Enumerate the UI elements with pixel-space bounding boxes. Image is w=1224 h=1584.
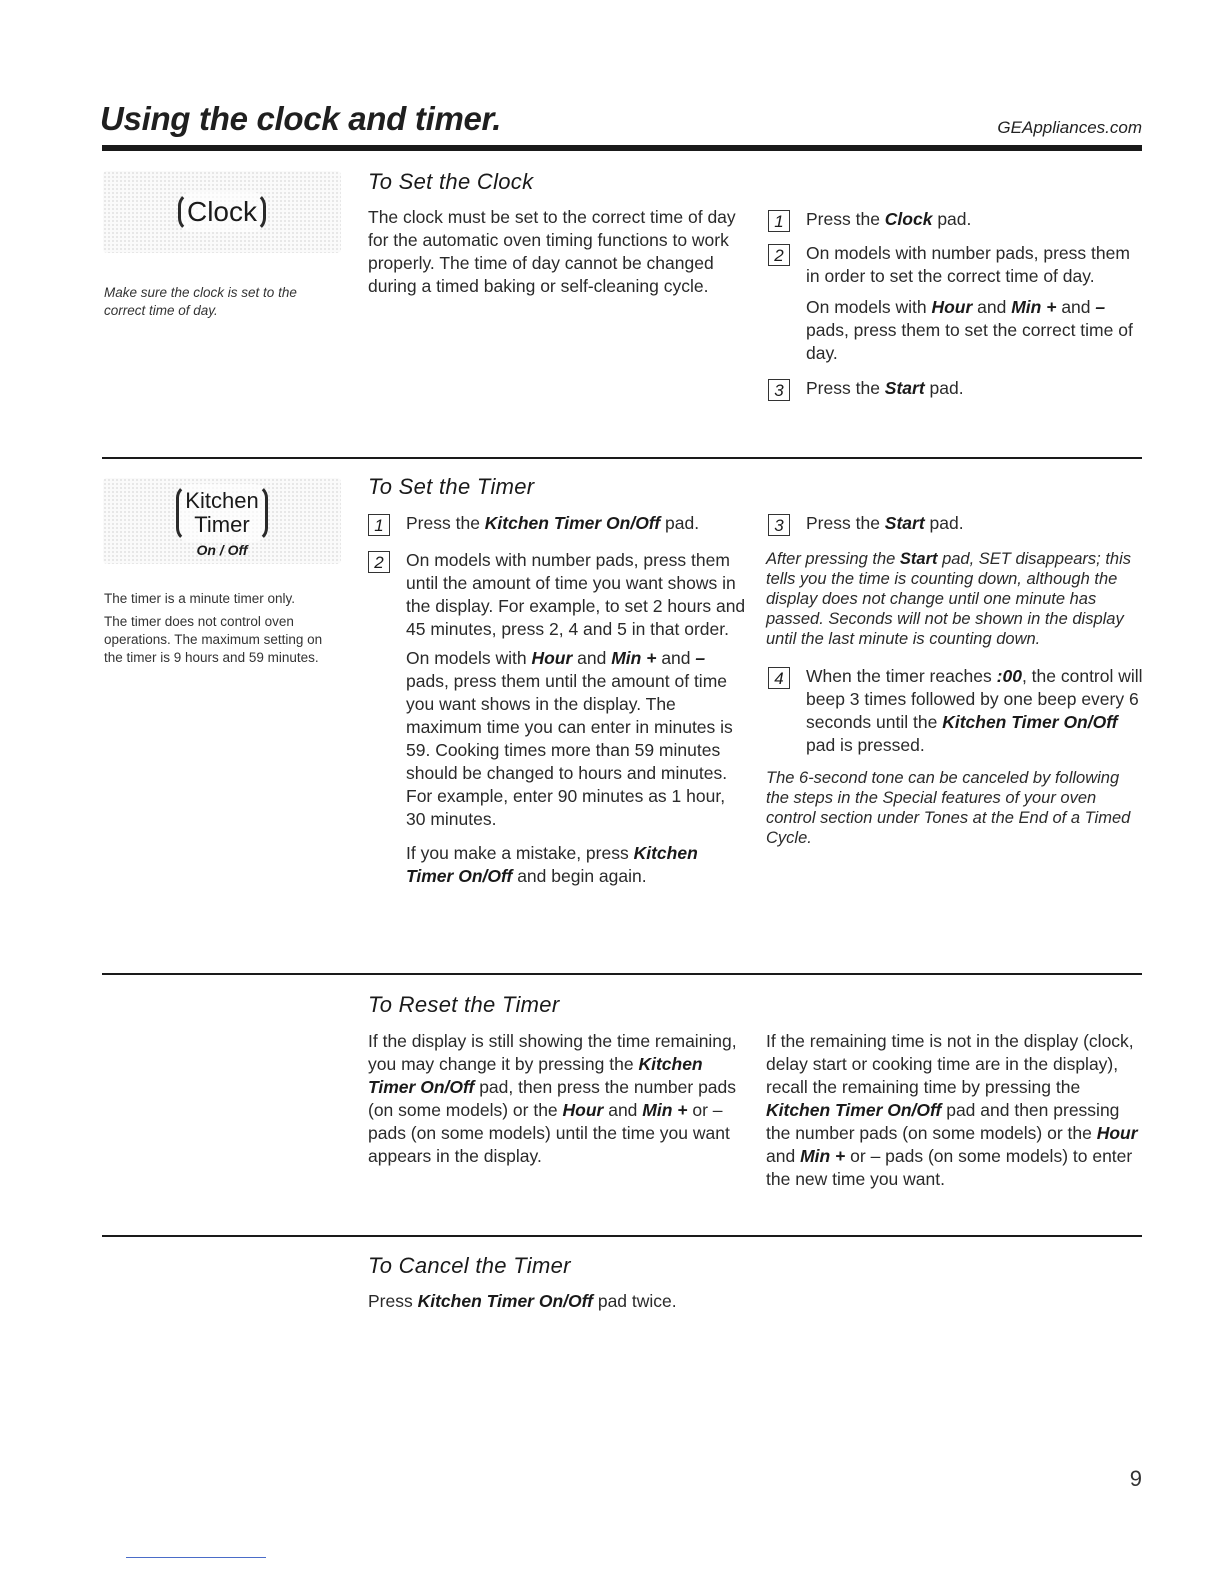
set-clock-title: To Set the Clock [368, 169, 534, 194]
text-segment: or – pads (on some models) to enter the new time you want. [766, 1146, 1133, 1189]
text-segment: Press [368, 1291, 418, 1311]
kitchen-timer-key-label: Kitchen Timer On/Off [368, 1054, 703, 1097]
clock-step-2 [762, 242, 1146, 365]
clock-step-3 [762, 377, 1146, 400]
start-key-label: Start [884, 513, 925, 533]
footer-line [126, 1557, 266, 1558]
text-segment: pads, press them until the amount of time you want shows in the display. The maximum time you can enter in minutes is 59. Cooking times more than 59 minutes should be changed to hours and minutes. For example, enter 90 minutes as 1 hour, 30 minutes. [406, 671, 733, 829]
text-segment: If the remaining time is not in the display (clock, delay start or cooking time are in the display), recall the remaining time by pressing the [766, 1031, 1134, 1097]
minus-key-label: – [1095, 297, 1106, 317]
text-segment: pad. [660, 513, 700, 533]
min-plus-key-label: Min + [642, 1100, 688, 1120]
min-plus-key-label: Min + [1011, 297, 1062, 317]
clock-step-1-text: Press the [806, 209, 885, 229]
kitchen-timer-pad-illustration [103, 478, 341, 564]
timer-caption-2: The timer does not control oven operations. The maximum setting on the timer is 9 hours and 59 minutes. [104, 614, 323, 665]
text-segment: and begin again. [512, 866, 647, 886]
kitchen-timer-key-label: Kitchen Timer On/Off [406, 843, 698, 886]
text-segment: Press the [806, 513, 885, 533]
clock-steps [762, 208, 1146, 400]
text-segment: If the display is still showing the time remaining, you may change it by pressing the [368, 1031, 737, 1074]
website-url: GEAppliances.com [997, 118, 1142, 137]
clock-step-3-text: Press the [806, 378, 885, 398]
text-segment: pad, SET disappears; this tells you the time is counting down, although the display does not change until one minute has passed. Seconds will not be shown in the display until the last minute is counting down. [766, 550, 1132, 648]
text-segment: and [1061, 297, 1096, 317]
text-segment: On models with [406, 648, 532, 668]
timer-caption-1: The timer is a minute timer only. [104, 591, 296, 606]
zero-time-label: :00 [996, 666, 1022, 686]
pad-line-timer: Timer [194, 512, 250, 537]
step-number: 2 [768, 244, 790, 266]
on-off-label: On / Off [196, 542, 248, 558]
clock-step-1-text-end: pad. [932, 209, 972, 229]
clock-step-3-text-end: pad. [924, 378, 964, 398]
text-segment: pad, then press the number pads (on some models) or the [368, 1077, 737, 1120]
start-note [762, 549, 1146, 649]
min-plus-key-label: Min + [611, 648, 662, 668]
step-number: 1 [368, 514, 390, 536]
reset-timer-right [766, 1030, 1144, 1191]
timer-mistake-text [406, 842, 746, 888]
clock-step-2-alt [806, 296, 1146, 365]
step-number: 3 [768, 514, 790, 536]
tone-note: The 6-second tone can be canceled by following the steps in the Special features of your oven control section under Tones at the End of a Timed Cycle. [766, 769, 1131, 847]
set-timer-title: To Set the Timer [368, 474, 535, 499]
timer-step-3 [762, 512, 1146, 535]
minus-key-label: – [695, 648, 706, 668]
timer-step-1 [362, 512, 746, 535]
step-number: 1 [768, 210, 790, 232]
clock-pad-icon: Clock [178, 192, 266, 232]
reset-timer-left [368, 1030, 748, 1168]
hour-key-label: Hour [1096, 1123, 1138, 1143]
pad-line-kitchen: Kitchen [185, 488, 259, 513]
clock-pad-illustration [103, 171, 341, 253]
min-plus-key-label: Min + [800, 1146, 846, 1166]
reset-timer-title: To Reset the Timer [368, 992, 560, 1017]
text-segment: pad and then pressing the number pads (on some models) or the [766, 1100, 1120, 1143]
timer-steps-left [362, 512, 746, 888]
kitchen-timer-key-label: Kitchen Timer On/Off [766, 1100, 942, 1120]
set-clock-intro: The clock must be set to the correct time of day for the automatic oven timing functions to work properly. The time of day cannot be changed during a timed baking or self-cleaning cycle. [368, 207, 736, 296]
start-key-label: Start [884, 378, 925, 398]
text-segment: and [572, 648, 612, 668]
header-divider [102, 145, 1142, 151]
kitchen-timer-key-label: Kitchen Timer On/Off [942, 712, 1118, 732]
timer-step-2 [362, 549, 746, 888]
cancel-timer-title: To Cancel the Timer [368, 1253, 571, 1278]
hour-key-label: Hour [931, 297, 973, 317]
text-segment: , the control will beep 3 times followed by one beep every 6 seconds until the [806, 666, 1143, 732]
clock-step-1 [762, 208, 1146, 231]
step-number: 2 [368, 551, 390, 573]
hour-key-label: Hour [531, 648, 573, 668]
text-segment: and [603, 1100, 643, 1120]
kitchen-timer-key-label: Kitchen Timer On/Off [484, 513, 661, 533]
text-segment: and [766, 1146, 801, 1166]
kitchen-timer-key-label: Kitchen Timer On/Off [417, 1291, 593, 1311]
start-key-label: Start [899, 550, 938, 568]
clock-caption: Make sure the clock is set to the correct time of day. [104, 285, 297, 318]
clock-key-label: Clock [884, 209, 933, 229]
timer-step-4 [762, 665, 1146, 757]
text-segment: After pressing the [766, 550, 900, 568]
timer-steps-right [762, 512, 1146, 848]
step-number: 3 [768, 379, 790, 401]
text-segment: If you make a mistake, press [406, 843, 634, 863]
text-segment: or – pads (on some models) until the time you want appears in the display. [368, 1100, 730, 1166]
text-segment: and [661, 648, 696, 668]
text-segment: pad. [924, 513, 964, 533]
section-divider [102, 973, 1142, 975]
text-segment: pad twice. [592, 1291, 677, 1311]
kitchen-timer-pad-icon [176, 484, 267, 542]
step-number: 4 [768, 667, 790, 689]
section-divider [102, 457, 1142, 459]
timer-step-2-alt [406, 647, 746, 831]
timer-step-2-text: On models with number pads, press them until the amount of time you want shows in the display. For example, to set 2 hours and 45 minutes, press 2, 4 and 5 in that order. [406, 550, 746, 639]
text-segment: When the timer reaches [806, 666, 997, 686]
page-title: Using the clock and timer. [100, 100, 502, 137]
clock-step-2-text: On models with number pads, press them in order to set the correct time of day. [806, 243, 1130, 286]
text-segment: pad is pressed. [806, 735, 925, 755]
cancel-timer-text [368, 1290, 868, 1313]
text-segment: Press the [406, 513, 485, 533]
section-divider [102, 1235, 1142, 1237]
page-number: 9 [1129, 1466, 1142, 1491]
text-segment: pads, press them to set the correct time of day. [806, 320, 1133, 363]
hour-key-label: Hour [562, 1100, 604, 1120]
text-segment: and [972, 297, 1012, 317]
text-segment: On models with [806, 297, 932, 317]
